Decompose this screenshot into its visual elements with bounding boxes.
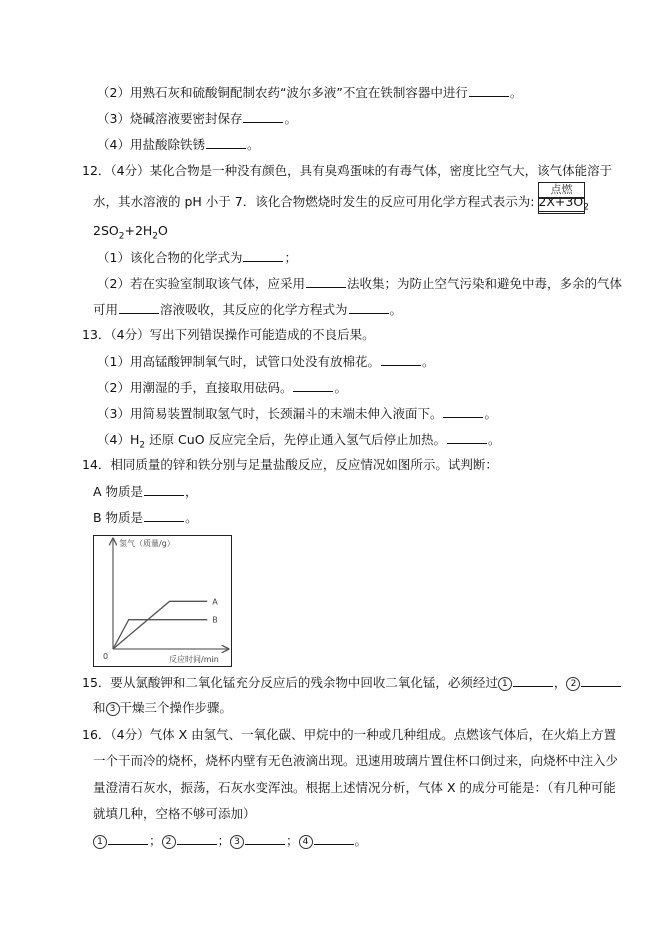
answer-blank[interactable] [349, 301, 389, 314]
y-axis-label: 氢气（质量/g） [119, 539, 175, 548]
answer-blank[interactable] [206, 136, 246, 149]
reaction-condition: 点燃 [539, 183, 584, 199]
answer-blank[interactable] [243, 249, 283, 262]
q16-line3: 量澄清石灰水，振荡，石灰水变浑浊。根据上述情况分析，气体 X 的成分可能是：（有几种可能 [93, 780, 616, 795]
q16-line4: 就填几种，空格不够可添加） [93, 806, 256, 821]
q16-line1: 16．（4分）气体 X 由氢气、一氧化碳、甲烷中的一种或几种组成。点燃该气体后，在火焰上方置 [82, 727, 617, 742]
answer-blank[interactable] [144, 483, 184, 496]
answer-blank[interactable] [119, 301, 159, 314]
answer-blank[interactable] [177, 832, 217, 845]
series-label-B: B [212, 615, 218, 625]
answer-blank[interactable] [447, 431, 487, 444]
q15-line2: 和 3 干燥三个操作步骤。 [93, 700, 233, 715]
q14-a: A 物质是 ， [93, 484, 198, 499]
answer-blank[interactable] [144, 509, 184, 522]
q12-item1: （1）该化合物的化学式为 ； [97, 250, 297, 265]
answer-blank[interactable] [108, 832, 148, 845]
chart-svg [94, 536, 231, 666]
q12-line1: 12．（4分）某化合物是一种没有颜色，具有臭鸡蛋味的有毒气体，密度比空气大，该气体能溶于 [82, 163, 613, 178]
series-label-A: A [212, 597, 218, 607]
answer-blank[interactable] [245, 832, 285, 845]
q14-b: B 物质是 。 [93, 510, 198, 525]
q13-item4: $(4)H_2$ 还原 CuO 反应完全后，先停止通入氢气后停止加热。 。 [97, 432, 501, 451]
q15-line1: 15．要从氯酸钾和二氧化锰充分反应后的残余物中回收二氧化锰，必须经过 1 ， 2 [82, 674, 622, 691]
q16-answers: 1 ； 2 ； 3 ； 4 。 [93, 832, 367, 849]
q11-item3: （3）烧碱溶液要密封保存 。 [97, 111, 297, 126]
origin-label: 0 [103, 652, 109, 661]
answer-blank[interactable] [581, 674, 621, 687]
answer-blank[interactable] [381, 353, 421, 366]
hydrogen-mass-chart [93, 535, 232, 667]
answer-blank[interactable] [293, 379, 333, 392]
reaction-condition-box [538, 182, 585, 214]
q16-line2: 一个干而冷的烧杯，烧杯内壁有无色液滴出现。迅速用玻璃片置住杯口倒过来，向烧杯中注入少 [93, 753, 619, 768]
q12-line2: 水，其水溶液的 pH 小于 7．该化合物燃烧时发生的反应可用化学方程式表示为: $2X+3O_2$ [93, 194, 589, 213]
series-line-A [113, 601, 207, 649]
q11-item2: （2）用熟石灰和硫酸铜配制农药“波尔多液”不宜在铁制容器中进行 。 [97, 85, 523, 100]
q12-item2: （2）若在实验室制取该气体，应采用 法收集；为防止空气污染和避免中毒，多余的气体 [97, 276, 622, 291]
answer-blank[interactable] [513, 674, 553, 687]
x-axis-label: 反应时间/min [169, 655, 219, 664]
answer-blank[interactable] [243, 110, 283, 123]
series-line-B [113, 620, 207, 649]
answer-blank[interactable] [443, 405, 483, 418]
q13-item1: （1）用高锰酸钾制氧气时，试管口处没有放棉花。 。 [97, 354, 435, 369]
q14-title: 14．相同质量的锌和铁分别与足量盐酸反应，反应情况如图所示。试判断： [82, 457, 498, 472]
answer-blank[interactable] [314, 832, 354, 845]
q13-item2: （2）用潮湿的手，直接取用砝码。 。 [97, 380, 347, 395]
q13-title: 13．（4分）写出下列错误操作可能造成的不良后果。 [82, 327, 375, 342]
answer-blank[interactable] [469, 84, 509, 97]
q12-item2-cont: 可用 溶液吸收，其反应的化学方程式为 。 [93, 302, 403, 317]
q12-products: $2SO_2+2H_2O$ [93, 223, 168, 242]
q11-item4: （4）用盐酸除铁锈 。 [97, 137, 260, 152]
answer-blank[interactable] [306, 275, 346, 288]
q13-item3: （3）用简易装置制取氢气时，长颈漏斗的末端未伸入液面下。 。 [97, 406, 497, 421]
